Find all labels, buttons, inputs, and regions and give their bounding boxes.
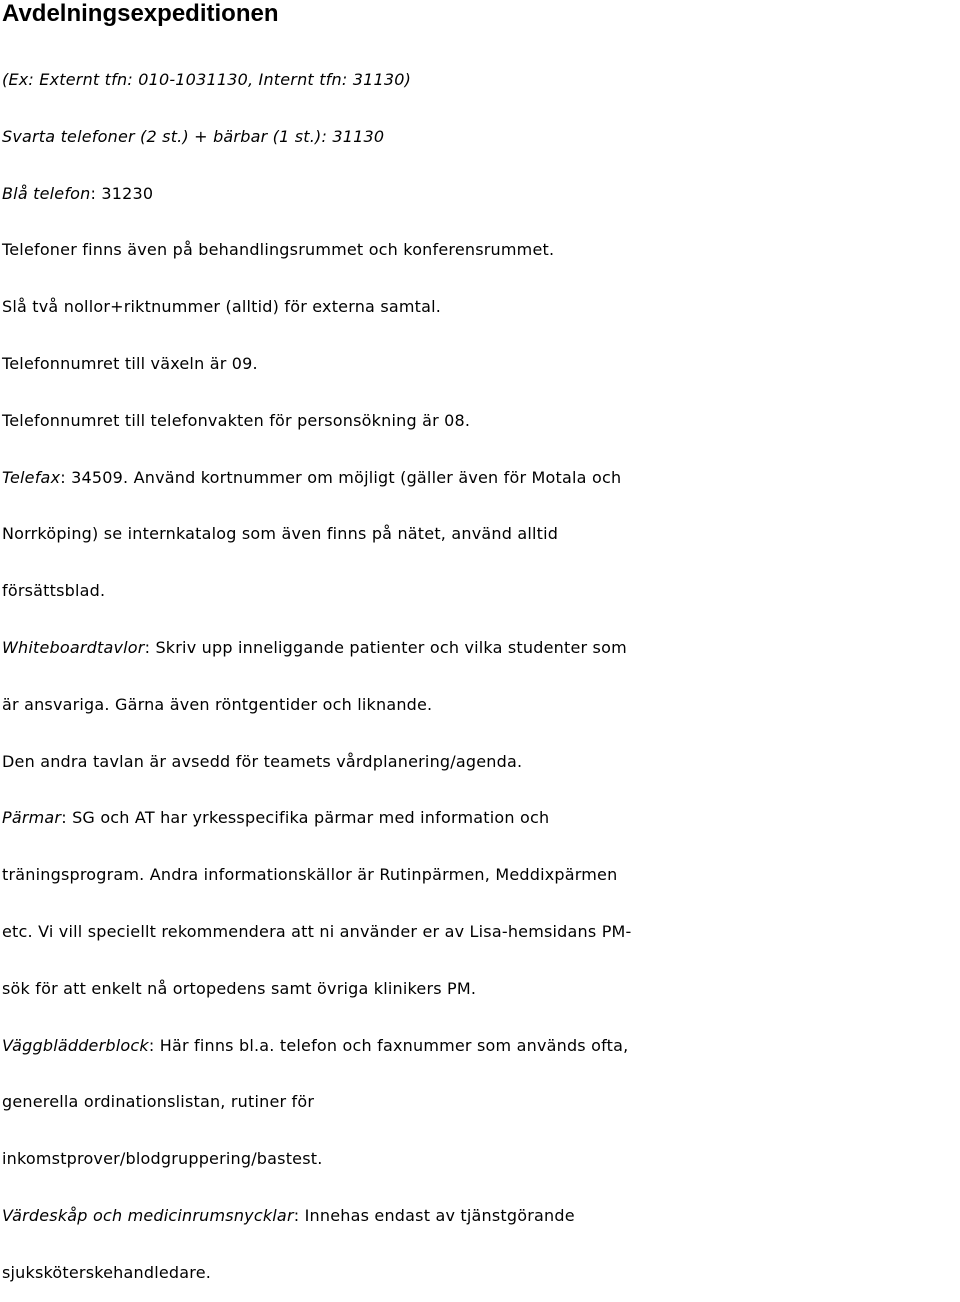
line-text: sjuksköterskehandledare. — [2, 1262, 212, 1282]
text-line — [2, 336, 958, 393]
italic-label: Blå telefon — [2, 183, 91, 203]
text-line — [2, 279, 958, 336]
text-lines — [2, 52, 958, 1302]
text-line — [2, 734, 958, 791]
italic-label: Svarta telefoner (2 st.) + bärbar (1 st.): 31130 — [2, 126, 385, 146]
line-text: försättsblad. — [2, 581, 106, 601]
text-line — [2, 620, 958, 677]
italic-label: Väggblädderblock — [2, 1035, 149, 1055]
document-body — [2, 0, 958, 1302]
line-text: Den andra tavlan är avsedd för teamets vårdplanering/agenda. — [2, 751, 523, 771]
text-line — [2, 506, 958, 563]
line-text: : Skriv upp inneliggande patienter och vilka studenter som — [144, 637, 627, 657]
text-line — [2, 450, 958, 507]
line-text: generella ordinationslistan, rutiner för — [2, 1092, 315, 1112]
text-line — [2, 1188, 958, 1245]
text-line — [2, 847, 958, 904]
italic-label: (Ex: Externt tfn: 010-1031130, Internt tfn: 31130) — [2, 70, 412, 89]
text-line — [2, 1245, 958, 1302]
text-line — [2, 166, 958, 223]
line-text: Slå två nollor+riktnummer (alltid) för externa samtal. — [2, 297, 442, 317]
line-text: träningsprogram. Andra informationskällor är Rutinpärmen, Meddixpärmen — [2, 865, 618, 885]
line-text: Telefoner finns även på behandlingsrummet och konferensrummet. — [2, 240, 555, 260]
text-line — [2, 904, 958, 961]
line-text: Norrköping) se internkatalog som även finns på nätet, använd alltid — [2, 524, 559, 544]
text-line — [2, 790, 958, 847]
line-text: sök för att enkelt nå ortopedens samt övriga klinikers PM. — [2, 978, 477, 998]
text-line — [2, 961, 958, 1018]
text-line — [2, 1018, 958, 1075]
text-line — [2, 109, 958, 166]
line-text: Telefonnumret till växeln är 09. — [2, 353, 258, 373]
line-text: : Innehas endast av tjänstgörande — [293, 1205, 575, 1225]
line-text: : 34509. Använd kortnummer om möjligt (gäller även för Motala och — [60, 467, 622, 487]
page-title: Avdelningsexpeditionen — [2, 0, 279, 27]
line-text: Telefonnumret till telefonvakten för personsökning är 08. — [2, 410, 471, 430]
italic-label: Pärmar — [2, 808, 62, 828]
line-text: inkomstprover/blodgruppering/bastest. — [2, 1149, 323, 1169]
italic-label: Whiteboardtavlor — [2, 637, 145, 657]
text-line — [2, 1131, 958, 1188]
text-line — [2, 1074, 958, 1131]
italic-label: Värdeskåp och medicinrumsnycklar — [2, 1205, 294, 1225]
text-line — [2, 52, 958, 109]
text-line — [2, 563, 958, 620]
text-line — [2, 393, 958, 450]
line-text: : Här finns bl.a. telefon och faxnummer som används ofta, — [148, 1035, 629, 1055]
line-text: är ansvariga. Gärna även röntgentider och liknande. — [2, 694, 433, 714]
line-text: etc. Vi vill speciellt rekommendera att ni använder er av Lisa-hemsidans PM- — [2, 921, 632, 941]
line-text: : 31230 — [90, 183, 154, 203]
text-line — [2, 222, 958, 279]
italic-label: Telefax — [2, 467, 61, 487]
line-text: : SG och AT har yrkesspecifika pärmar med information och — [61, 808, 550, 828]
text-line — [2, 677, 958, 734]
